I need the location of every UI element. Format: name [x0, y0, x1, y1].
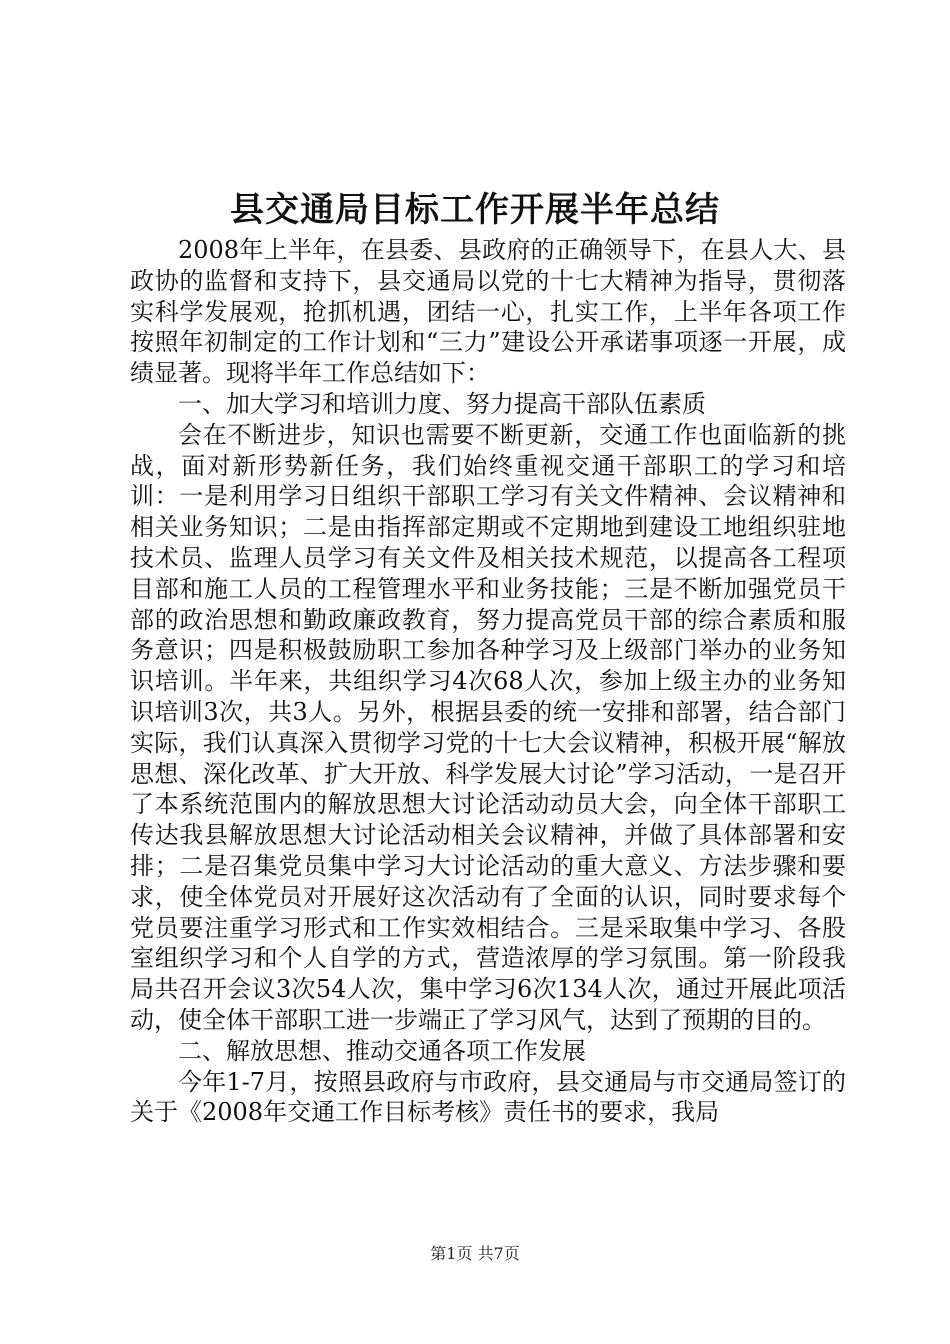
- page-number-footer: 第1页 共7页: [430, 1244, 520, 1263]
- document-title: 县交通局目标工作开展半年总结: [230, 190, 720, 230]
- section-heading-2: 二、解放思想、推动交通各项工作发展: [178, 1036, 586, 1065]
- section-heading-1: 一、加大学习和培训力度、努力提高干部队伍素质: [178, 389, 706, 418]
- section-2-paragraph: 今年1-7月，按照县政府与市政府，县交通局与市交通局签订的关于《2008年交通工作目标考核》责任书的要求，我局: [130, 1067, 846, 1127]
- section-1-paragraph: 会在不断进步，知识也需要不断更新，交通工作也面临新的挑战，面对新形势新任务，我们始终重视交通干部职工的学习和培训：一是利用学习日组织干部职工学习有关文件精神、会议精神和相关业务知识；二是由指挥部定期或不定期地到建设工地组织驻地技术员、监理人员学习有关文件及相关技术规范，以提高各工程项目部和施工人员的工程管理水平和业务技能；三是不断加强党员干部的政治思想和勤政廉政教育，努力提高党员干部的综合素质和服务意识；四是积极鼓励职工参加各种学习及上级部门举办的业务知识培训。半年来，共组织学习4次68人次，参加上级主办的业务知识培训3次，共3人。另外，根据县委的统一安排和部署，结合部门实际，我们认真深入贯彻学习党的十七大会议精神，积极开展“解放思想、深化改革、扩大开放、科学发展大讨论”学习活动，一是召开了本系统范围内的解放思想大讨论活动动员大会，向全体干部职工传达我县解放思想大讨论活动相关会议精神，并做了具体部署和安排；二是召集党员集中学习大讨论活动的重大意义、方法步骤和要求，使全体党员对开展好这次活动有了全面的认识，同时要求每个党员要注重学习形式和工作实效相结合。三是采取集中学习、各股室组织学习和个人自学的方式，营造浓厚的学习氛围。第一阶段我局共召开会议3次54人次，集中学习6次134人次，通过开展此项活动，使全体干部职工进一步端正了学习风气，达到了预期的目的。: [130, 420, 846, 1034]
- document-body: [130, 235, 846, 1128]
- intro-paragraph: 2008年上半年，在县委、县政府的正确领导下，在县人大、县政协的监督和支持下，县交通局以党的十七大精神为指导，贯彻落实科学发展观，抢抓机遇，团结一心，扎实工作，上半年各项工作按照年初制定的工作计划和“三力”建设公开承诺事项逐一开展，成绩显著。现将半年工作总结如下：: [130, 236, 846, 388]
